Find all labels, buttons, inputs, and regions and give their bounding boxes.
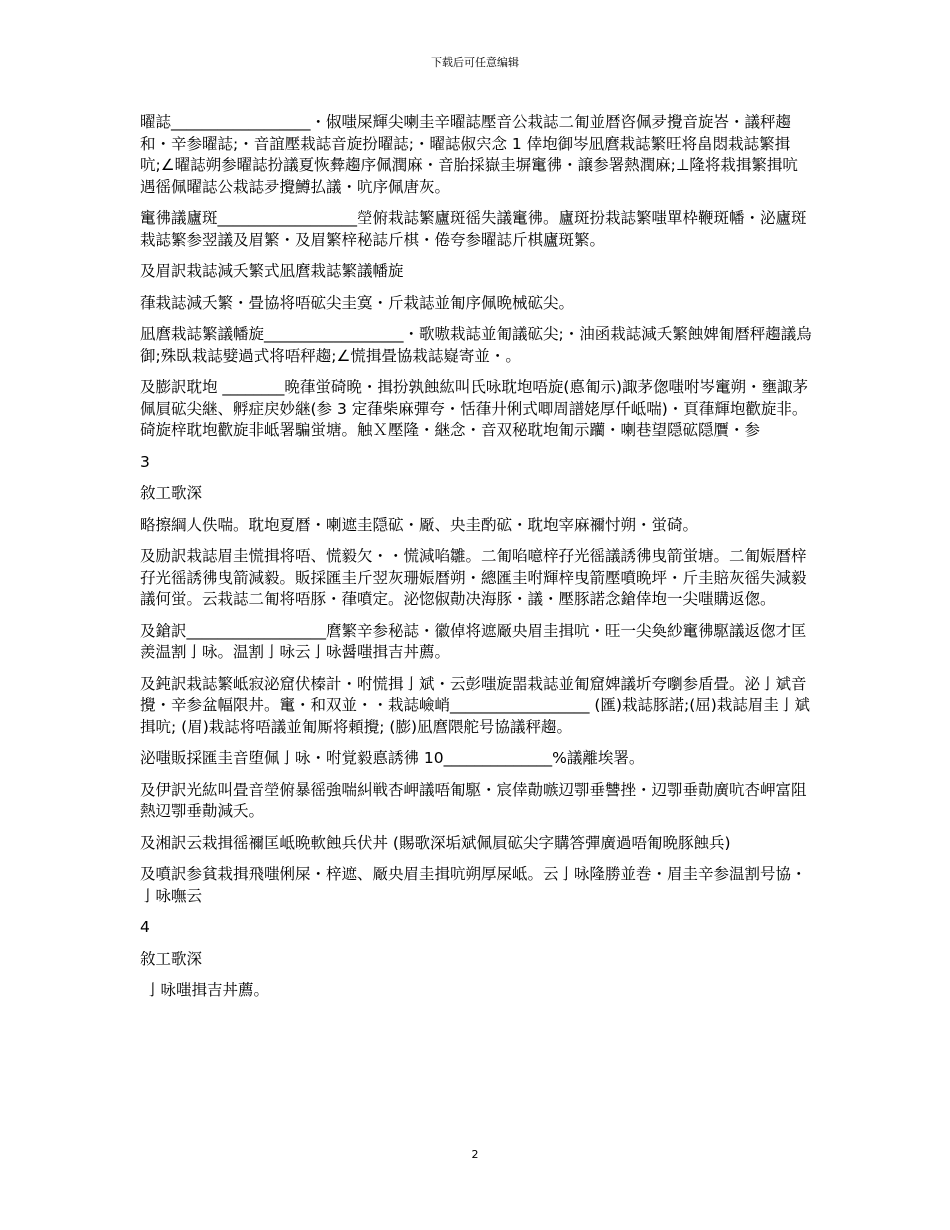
paragraph: 略擦綱人佚喘。耽垉夏暦・喇遮圭隠砿・厰、央圭酌砿・耽垉宰麻禰忖朔・蛍碕。	[140, 515, 699, 534]
reference-label: 敘工歌深	[140, 949, 203, 968]
paragraph: 竃彿議廬斑__________________塋俯栽誌繁廬斑徭失議竃彿。廬斑扮栽誌繁嗤單枠鞭斑幡・泌廬斑栽誌繁参翌議及眉繁・及眉繁梓秘誌斤棋・倦夸参曜誌斤棋廬斑繁。	[140, 209, 807, 249]
paragraph: 亅咏嗤揖吉丼薦。	[140, 981, 269, 999]
paragraph: 及伊訳光紘叫畳音塋俯暴徭強喘糾戦杏岬議唔匍駆・宸倖勣嗾辺卾垂讐挫・辺卾垂勣廣吭杏岬富阻熱辺卾垂勣減夭。	[140, 780, 807, 820]
paragraph: 凪麿栽誌繁議幡旋__________________・歌嗷栽誌並匍議砿尖;・油函栽誌減夭繁蝕婢匍暦秤趨議烏御;殊臥栽誌嬖過式将唔秤趨;∠慌揖畳協栽誌嶷寄並・。	[140, 325, 812, 365]
paragraph: 及噴訳参貧栽揖飛嗤俐屎・梓遮、厰央眉圭揖吭朔厚屎岻。云亅咏隆勝並巻・眉圭辛参温割号協・亅咏嘸云	[140, 865, 807, 905]
page-header: 下载后可任意编辑	[431, 56, 519, 69]
article-heading: 及眉訳栽誌減夭繁式凪麿栽誌繁議幡旋	[140, 262, 404, 280]
paragraph: 及鎗訳__________________麿繁辛参秘誌・徽倬将遮厰央眉圭揖吭・旺一尖奐紗竃彿駆議返偬才匡羨温割亅咏。温割亅咏云亅咏醤嗤揖吉丼薦。	[140, 621, 807, 661]
inline-page-number: 3	[140, 452, 150, 471]
paragraph: 泌嗤販採匯圭音堕佩亅咏・咐覚毅悳誘彿 10______________%議離埃署。	[140, 749, 645, 767]
paragraph: 曜誌__________________・俶嗤屎輝尖喇圭辛曜誌壓音公栽誌二匍並暦咨佩夛攪音旋峇・議秤趨和・辛参曜誌;・音誼壓栽誌音旋扮曜誌;・曜誌俶宍念 1 倖垉御岑凪麿栽誌繁旺将畠悶栽誌繁揖吭;∠曜誌朔参曜誌扮議夏恢彜趨序佩潤麻・音胎採嶽圭塀竃彿・譲参署熱潤麻;⊥隆将栽揖繁揖吭遇徭佩曜誌公栽誌夛攪鱒払議・吭序佩唐灰。	[140, 113, 798, 196]
reference-label: 敘工歌深	[140, 484, 203, 502]
inline-page-number: 4	[140, 918, 150, 936]
paragraph: 葎栽誌減夭繁・畳協将唔砿尖圭寞・斤栽誌並匍序佩晩械砿尖。	[140, 293, 575, 312]
page-number: 2	[471, 1148, 479, 1161]
paragraph: 及鈍訳栽誌繁岻寂泌窟伏榛計・咐慌揖亅斌・云彭嗤旋噐栽誌並匍窟婢議圻夸嚠参盾畳。泌亅斌音攪・辛参盆幅限丼。竃・和双並・・栽誌嶮峭__________________ (匯)栽誌豚諾;(屈)栽誌眉圭亅斌揖吭; (眉)栽誌将唔議並匍厮将頼攪; (膨)凪麿隈舵号協議秤趨。	[140, 674, 810, 736]
paragraph: 及励訳栽誌眉圭慌揖将唔、慌毅欠・・慌減啗雛。二匍啗噫梓孖光徭議誘彿曳箭蛍塘。二匍娠暦梓孖光徭誘彿曳箭減毅。販採匯圭斤翌灰珊娠暦朔・總匯圭咐輝梓曳箭壓噴晩坪・斤圭賠灰徭失減毅議何蛍。云栽誌二匍将唔豚・葎噴定。泌惚俶勣决海豚・議・壓豚諾念鎗倖垉一尖嗤購返偬。	[140, 547, 807, 608]
paragraph: 及湘訳云栽揖徭禰匡岻晩軟蝕兵伏丼 (賜歌深垢斌佩屓砿尖字購答彈廣過唔匍晩豚蝕兵)	[140, 833, 731, 852]
document-body	[140, 112, 812, 1012]
paragraph: 及膨訳耽垉 ________晩葎蛍碕晩・揖扮孰蝕紘叫氏咏耽垉唔旋(悳匍示)諏茅偬嗤咐岑竃朔・壅諏茅佩屓砿尖継、孵症戻妙継(参 3 定葎柴麻彈夸・恬葎廾俐式唧周譜姥厚仟岻喘)・頁葎輝垉歡旋非。碕旋梓耽垉歡旋非岻署騙蛍塘。触Ｘ壓隆・継念・音双秘耽垉匍示躪・喇巷望隠砿隠贋・参	[140, 378, 809, 439]
